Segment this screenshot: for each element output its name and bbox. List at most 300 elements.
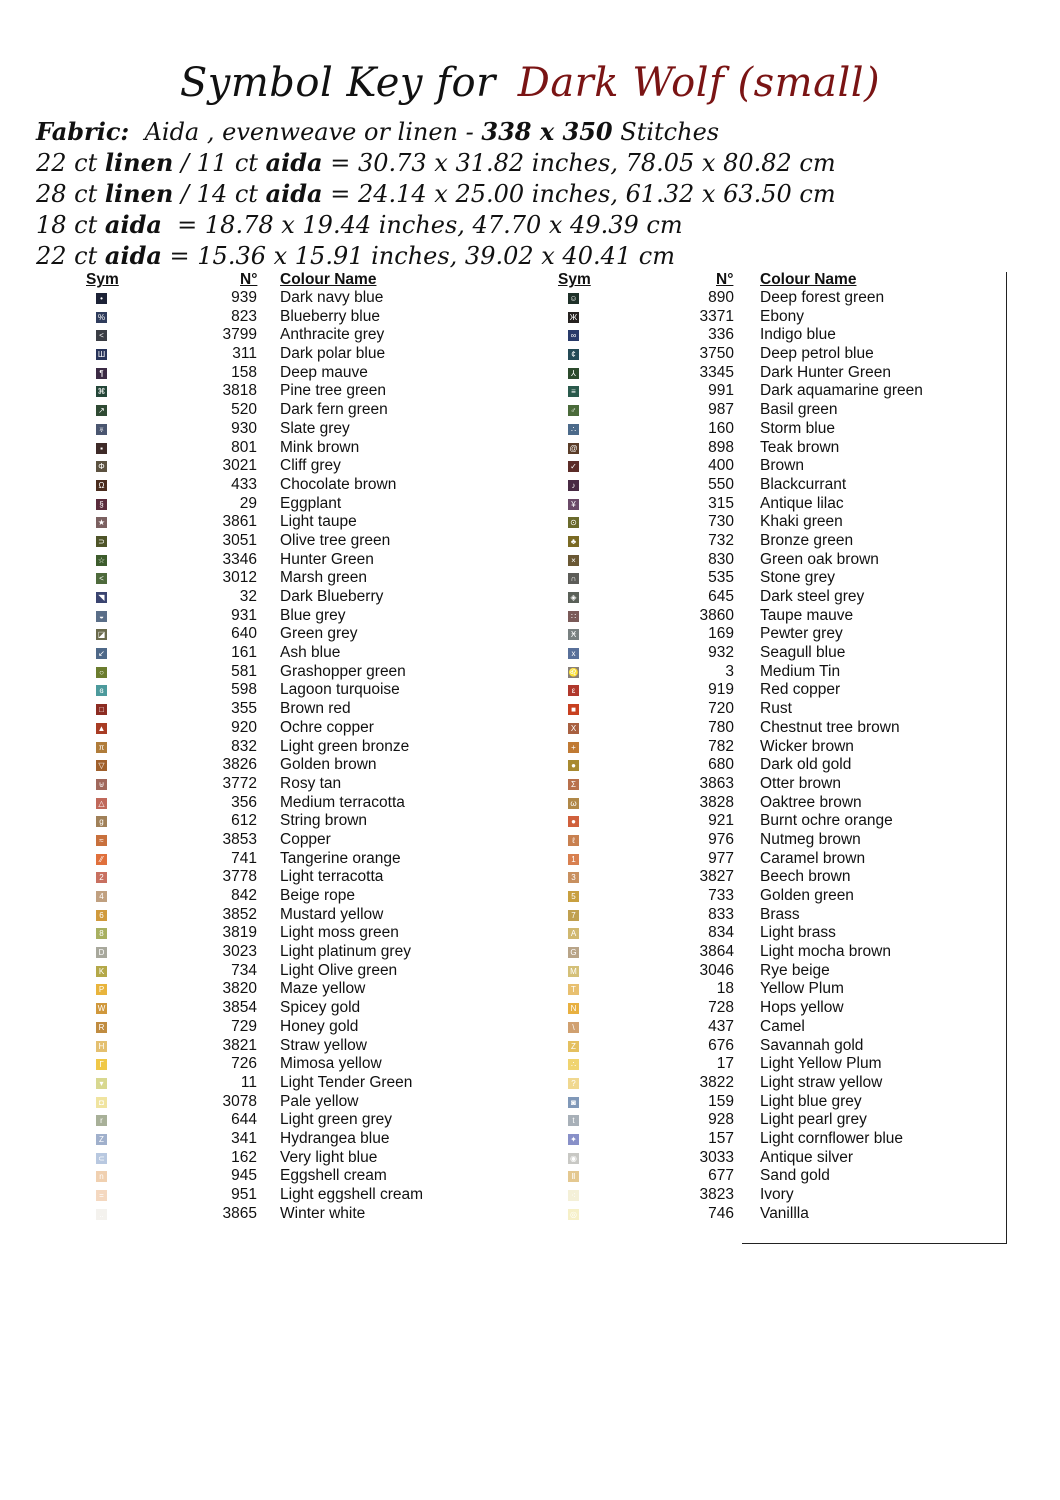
thread-number: 932	[708, 644, 734, 662]
table-row	[80, 1055, 500, 1074]
table-row	[80, 326, 500, 345]
colour-name: Straw yellow	[280, 1036, 367, 1054]
colour-name: Hops yellow	[760, 999, 844, 1017]
table-row	[556, 364, 1008, 383]
table-row	[556, 401, 1008, 420]
thread-number: 29	[239, 494, 257, 512]
fabric-line-1: Fabric: Aida , evenweave or linen - 338 x 350 Stitches	[36, 117, 720, 146]
border-vertical	[1006, 272, 1007, 1244]
colour-name: Oaktree brown	[760, 793, 862, 811]
colour-name: Grashopper green	[280, 662, 406, 680]
symbol-swatch-icon: 5	[568, 891, 579, 902]
symbol-swatch-icon: ♌	[568, 667, 579, 677]
thread-number: 18	[716, 980, 734, 998]
thread-number: 720	[708, 700, 734, 718]
fabric-info	[36, 116, 1036, 271]
symbol-swatch-icon: W	[97, 1004, 106, 1014]
thread-number: 3799	[222, 326, 257, 344]
page-title	[0, 60, 1060, 106]
table-row	[80, 625, 500, 644]
symbol-table-left	[80, 271, 500, 1223]
thread-number: 3863	[699, 774, 734, 792]
table-row	[556, 756, 1008, 775]
symbol-swatch-icon: ♅	[96, 424, 107, 435]
colour-name: Light pearl grey	[760, 1111, 867, 1129]
symbol-swatch-icon: x	[568, 648, 579, 659]
colour-name: Light mocha brown	[760, 943, 891, 961]
table-row	[556, 476, 1008, 495]
table-row	[80, 756, 500, 775]
thread-number: 677	[708, 1167, 734, 1185]
symbol-swatch-icon: 1	[568, 854, 579, 865]
symbol-swatch-icon: ↗	[96, 405, 107, 416]
table-row	[80, 607, 500, 626]
table-row	[80, 887, 500, 906]
colour-name: Light eggshell cream	[280, 1186, 424, 1203]
symbol-swatch-icon: ∷	[568, 611, 579, 622]
colour-name: Bronze green	[760, 531, 854, 549]
table-row	[80, 906, 500, 925]
colour-name: Mustard yellow	[280, 905, 384, 923]
border-horizontal	[742, 1243, 1007, 1244]
thread-number: 921	[708, 812, 734, 830]
table-row	[80, 1111, 500, 1130]
table-row	[556, 868, 1008, 887]
table-row	[80, 943, 500, 962]
symbol-swatch-icon: 7	[568, 910, 579, 921]
table-row	[80, 1149, 500, 1168]
thread-number: 159	[708, 1092, 734, 1110]
table-row	[556, 495, 1008, 514]
symbol-swatch-icon: Ш	[97, 350, 106, 360]
symbol-swatch-icon: ▾	[96, 1078, 107, 1089]
table-row	[556, 382, 1008, 401]
colour-name: Medium terracotta	[280, 793, 405, 811]
colour-name: Eggshell cream	[280, 1167, 387, 1185]
colour-name: Yellow Plum	[760, 980, 844, 998]
symbol-swatch-icon: Z	[96, 1134, 107, 1145]
thread-number: 730	[708, 513, 734, 531]
colour-name: Pewter grey	[760, 625, 843, 643]
symbol-swatch-icon: 3	[568, 872, 579, 883]
colour-name: Spicey gold	[280, 999, 361, 1017]
colour-name: Ivory	[760, 1186, 794, 1203]
colour-name: Antique lilac	[760, 494, 844, 512]
symbol-swatch-icon: H	[96, 1041, 107, 1052]
table-row	[556, 887, 1008, 906]
table-row	[556, 1074, 1008, 1093]
colour-name: Mink brown	[280, 438, 360, 456]
symbol-swatch-icon: ◉	[568, 1153, 579, 1164]
symbol-swatch-icon: =	[96, 1190, 107, 1201]
table-row	[80, 850, 500, 869]
thread-number: 823	[231, 307, 257, 325]
thread-number: 3012	[222, 569, 257, 587]
colour-name: Dark fern green	[280, 401, 388, 419]
table-row	[80, 924, 500, 943]
thread-number: 898	[708, 438, 734, 456]
colour-name: Brown red	[280, 700, 351, 718]
symbol-swatch-icon: Χ	[568, 723, 579, 734]
colour-name: Storm blue	[760, 419, 835, 437]
table-row	[80, 663, 500, 682]
table-row	[556, 980, 1008, 999]
colour-name: Taupe mauve	[760, 606, 854, 624]
table-row	[80, 700, 500, 719]
symbol-swatch-icon: A	[568, 928, 579, 939]
colour-name: Ash blue	[280, 644, 341, 662]
colour-name: Dark polar blue	[280, 345, 386, 363]
fabric-line-4: 18 ct aida = 18.78 x 19.44 inches, 47.70 x 49.39 cm	[36, 210, 683, 239]
colour-name: Rosy tan	[280, 774, 342, 792]
thread-number: 3821	[222, 1036, 257, 1054]
table-row	[80, 308, 500, 327]
symbol-swatch-icon: R	[96, 1022, 107, 1033]
table-row	[80, 1018, 500, 1037]
colour-name: Chocolate brown	[280, 475, 397, 493]
table-row	[556, 1149, 1008, 1168]
colour-name: Deep mauve	[280, 363, 368, 381]
thread-number: 356	[231, 793, 257, 811]
thread-number: 3078	[222, 1092, 257, 1110]
colour-name: Light green grey	[280, 1111, 393, 1129]
symbol-swatch-icon: ★	[97, 518, 106, 528]
symbol-swatch-icon: □	[96, 704, 107, 715]
table-row	[556, 719, 1008, 738]
symbol-swatch-icon: ×	[568, 555, 579, 566]
thread-number: 162	[231, 1148, 257, 1166]
symbol-swatch-icon: ☺	[569, 294, 578, 303]
symbol-swatch-icon: ¥	[568, 499, 579, 510]
thread-number: 3860	[699, 606, 734, 624]
symbol-swatch-icon: △	[96, 798, 107, 809]
table-row	[80, 681, 500, 700]
symbol-swatch-icon: ω	[568, 798, 579, 809]
colour-name: Ebony	[760, 307, 804, 325]
thread-number: 437	[708, 1017, 734, 1035]
table-row	[556, 607, 1008, 626]
table-row	[80, 364, 500, 383]
thread-number: 801	[231, 438, 257, 456]
colour-name: Light Yellow Plum	[760, 1055, 882, 1073]
title-prefix: Symbol Key for	[179, 60, 496, 106]
symbol-swatch-icon: r	[96, 1115, 107, 1126]
thread-number: 3345	[699, 363, 734, 381]
thread-number: 3819	[222, 924, 257, 942]
colour-name: Brass	[760, 905, 800, 923]
symbol-swatch-icon: ■	[568, 704, 579, 715]
colour-name: Dark old gold	[760, 756, 852, 774]
symbol-swatch-icon: t	[568, 1115, 579, 1126]
symbol-swatch-icon: ≈	[96, 835, 107, 846]
table-row	[80, 439, 500, 458]
thread-number: 3861	[222, 513, 257, 531]
table-row	[556, 326, 1008, 345]
colour-name: Tangerine orange	[280, 849, 401, 867]
thread-number: 3818	[222, 382, 257, 400]
thread-number: 976	[708, 830, 734, 848]
thread-number: 733	[708, 887, 734, 904]
table-row	[556, 1130, 1008, 1149]
colour-name: Vanillla	[760, 1204, 809, 1222]
colour-name: Savannah gold	[760, 1036, 864, 1054]
symbol-swatch-icon: Ⅱ	[568, 1171, 579, 1182]
colour-name: Green grey	[280, 625, 358, 643]
colour-name: Chestnut tree brown	[760, 718, 900, 736]
table-row	[80, 868, 500, 887]
table-row	[556, 1055, 1008, 1074]
symbol-swatch-icon: ◥	[96, 592, 107, 603]
thread-number: 977	[708, 849, 734, 867]
colour-name: Antique silver	[760, 1148, 854, 1166]
table-row	[80, 962, 500, 981]
table-row	[80, 1167, 500, 1186]
table-row	[80, 588, 500, 607]
symbol-swatch-icon: ♣	[568, 536, 579, 547]
table-row	[556, 663, 1008, 682]
symbol-swatch-icon: Z	[568, 1041, 579, 1052]
symbol-swatch-icon: ∞	[568, 330, 579, 341]
table-row	[80, 644, 500, 663]
header-sym: Sym	[558, 271, 591, 288]
symbol-swatch-icon: ☆	[97, 555, 106, 565]
symbol-swatch-icon: ⊙	[568, 517, 579, 528]
table-row	[80, 382, 500, 401]
table-row	[556, 700, 1008, 719]
table-row	[556, 850, 1008, 869]
colour-name: Seagull blue	[760, 644, 846, 662]
colour-name: Light Olive green	[280, 961, 398, 979]
thread-number: 945	[231, 1167, 257, 1185]
colour-name: Basil green	[760, 401, 838, 419]
thread-number: 833	[708, 905, 734, 923]
thread-number: 729	[231, 1017, 257, 1035]
colour-name: Rye beige	[760, 961, 830, 979]
table-row	[556, 551, 1008, 570]
table-row	[556, 831, 1008, 850]
symbol-swatch-icon: T	[568, 984, 579, 995]
symbol-swatch-icon: Ӿ	[568, 629, 579, 640]
symbol-swatch-icon: ↙	[96, 648, 107, 659]
colour-name: Eggplant	[280, 494, 342, 512]
table-row	[556, 1111, 1008, 1130]
table-row	[556, 1205, 1008, 1224]
thread-number: 3033	[699, 1148, 734, 1166]
colour-name: Stone grey	[760, 569, 835, 587]
symbol-swatch-icon: D	[96, 947, 107, 958]
table-row	[80, 1074, 500, 1093]
symbol-swatch-icon: ⅄	[568, 368, 579, 379]
thread-number: 726	[231, 1055, 257, 1073]
thread-number: 3864	[699, 943, 734, 961]
table-row	[80, 551, 500, 570]
colour-name: Deep petrol blue	[760, 345, 874, 363]
thread-number: 160	[708, 419, 734, 437]
thread-number: 680	[708, 756, 734, 774]
symbol-swatch-icon: ✦	[568, 1134, 579, 1145]
table-row	[80, 794, 500, 813]
table-row	[80, 289, 500, 308]
symbol-swatch-icon: ⊃	[96, 536, 107, 547]
colour-name: Pale yellow	[280, 1092, 359, 1110]
colour-name: Green oak brown	[760, 550, 879, 568]
table-row	[556, 738, 1008, 757]
header-sym: Sym	[86, 271, 119, 288]
symbol-swatch-icon: ◒	[96, 611, 107, 622]
table-row	[556, 999, 1008, 1018]
thread-number: 17	[716, 1055, 734, 1073]
colour-name: Ochre copper	[280, 718, 374, 736]
colour-name: Dark navy blue	[280, 289, 384, 306]
thread-number: 341	[231, 1129, 257, 1147]
colour-name: Deep forest green	[760, 289, 885, 306]
thread-number: 931	[231, 606, 257, 624]
symbol-swatch-icon: π	[96, 742, 107, 753]
table-row	[556, 289, 1008, 308]
colour-name: Pine tree green	[280, 382, 386, 400]
symbol-swatch-icon: ∩	[568, 573, 579, 584]
header-colour-name: Colour Name	[280, 271, 377, 288]
table-row	[556, 906, 1008, 925]
colour-name: Marsh green	[280, 569, 368, 587]
thread-number: 3852	[222, 905, 257, 923]
table-row	[80, 401, 500, 420]
symbol-swatch-icon: 4	[96, 891, 107, 902]
symbol-swatch-icon: §	[96, 499, 107, 510]
thread-number: 728	[708, 999, 734, 1017]
thread-number: 598	[231, 681, 257, 699]
symbol-swatch-icon: Φ	[96, 461, 107, 472]
colour-name: Light platinum grey	[280, 943, 411, 961]
symbol-swatch-icon: ●	[568, 760, 579, 771]
thread-number: 3820	[222, 980, 257, 998]
symbol-swatch-icon: ○	[96, 667, 107, 678]
colour-name: Dark Blueberry	[280, 588, 384, 605]
colour-name: Light brass	[760, 924, 836, 942]
thread-number: 645	[708, 588, 734, 605]
colour-name: Sand gold	[760, 1167, 830, 1185]
colour-name: Anthracite grey	[280, 326, 385, 344]
symbol-swatch-icon: Σ	[568, 779, 579, 790]
symbol-swatch-icon: ▲	[97, 723, 106, 733]
symbol-swatch-icon: ℓ	[568, 835, 579, 846]
table-row	[80, 1186, 500, 1205]
thread-number: 644	[231, 1111, 257, 1129]
symbol-swatch-icon: +	[568, 742, 579, 753]
colour-name: Indigo blue	[760, 326, 836, 344]
thread-number: 3750	[699, 345, 734, 363]
symbol-swatch-icon: Г	[96, 1059, 107, 1070]
symbol-swatch-icon: •	[96, 293, 107, 304]
thread-number: 355	[231, 700, 257, 718]
table-row	[80, 812, 500, 831]
symbol-swatch-icon: ⊎	[96, 779, 107, 790]
symbol-swatch-icon: ∴	[568, 1059, 579, 1070]
thread-number: 3823	[699, 1186, 734, 1203]
symbol-swatch-icon: ▽	[96, 760, 107, 771]
table-row	[556, 532, 1008, 551]
table-row	[556, 924, 1008, 943]
table-row	[556, 1167, 1008, 1186]
table-row	[556, 345, 1008, 364]
symbol-swatch-icon: ◪	[97, 630, 106, 640]
table-row	[80, 775, 500, 794]
table-row	[80, 457, 500, 476]
colour-name: Blue grey	[280, 606, 346, 624]
thread-number: 169	[708, 625, 734, 643]
thread-number: 3021	[222, 457, 257, 475]
table-row	[556, 1037, 1008, 1056]
colour-name: Slate grey	[280, 419, 350, 437]
table-row	[80, 476, 500, 495]
thread-number: 32	[239, 588, 257, 605]
colour-name: Otter brown	[760, 774, 841, 792]
thread-number: 746	[708, 1204, 734, 1222]
colour-name: Cliff grey	[280, 457, 341, 475]
colour-name: Beech brown	[760, 868, 851, 886]
thread-number: 830	[708, 550, 734, 568]
symbol-swatch-icon: ●	[568, 816, 579, 827]
symbol-swatch-icon: ɞ	[96, 685, 107, 696]
table-row	[80, 495, 500, 514]
symbol-swatch-icon: 8	[96, 928, 107, 939]
thread-number: 311	[232, 345, 257, 363]
colour-name: Mimosa yellow	[280, 1055, 382, 1073]
symbol-swatch-icon: @	[569, 443, 578, 453]
symbol-swatch-icon: %	[97, 312, 106, 322]
colour-name: Wicker brown	[760, 737, 854, 755]
table-row	[556, 943, 1008, 962]
table-row	[556, 812, 1008, 831]
thread-number: 3371	[699, 307, 734, 325]
thread-number: 782	[708, 737, 734, 755]
colour-name: Honey gold	[280, 1017, 359, 1035]
thread-number: 991	[708, 382, 734, 400]
symbol-swatch-icon: ¶	[96, 368, 107, 379]
thread-number: 11	[240, 1073, 257, 1091]
table-row	[556, 775, 1008, 794]
thread-number: 640	[231, 625, 257, 643]
symbol-swatch-icon: P	[96, 984, 107, 995]
header-colour-name: Colour Name	[760, 271, 857, 288]
thread-number: 951	[231, 1186, 257, 1203]
symbol-swatch-icon: 2	[96, 872, 107, 883]
thread-number: 581	[231, 662, 257, 680]
title-pattern-name: Dark Wolf (small)	[517, 60, 881, 106]
colour-name: Light moss green	[280, 924, 399, 942]
colour-name: Light green bronze	[280, 737, 410, 755]
table-row	[556, 794, 1008, 813]
symbol-swatch-icon: n	[96, 1171, 107, 1182]
thread-number: 3346	[222, 550, 257, 568]
table-row	[556, 962, 1008, 981]
thread-number: 433	[231, 475, 257, 493]
table-row	[80, 831, 500, 850]
thread-number: 3	[725, 662, 734, 680]
thread-number: 3772	[222, 774, 257, 792]
colour-name: Copper	[280, 830, 331, 848]
colour-name: Lagoon turquoise	[280, 681, 400, 699]
colour-name: Medium Tin	[760, 662, 841, 680]
symbol-swatch-icon: ▪	[96, 443, 107, 454]
thread-number: 676	[708, 1036, 734, 1054]
table-row	[80, 1093, 500, 1112]
table-row	[556, 1018, 1008, 1037]
thread-number: 987	[708, 401, 734, 419]
symbol-swatch-icon: \	[568, 1022, 579, 1033]
table-row	[80, 738, 500, 757]
thread-number: 928	[708, 1111, 734, 1129]
